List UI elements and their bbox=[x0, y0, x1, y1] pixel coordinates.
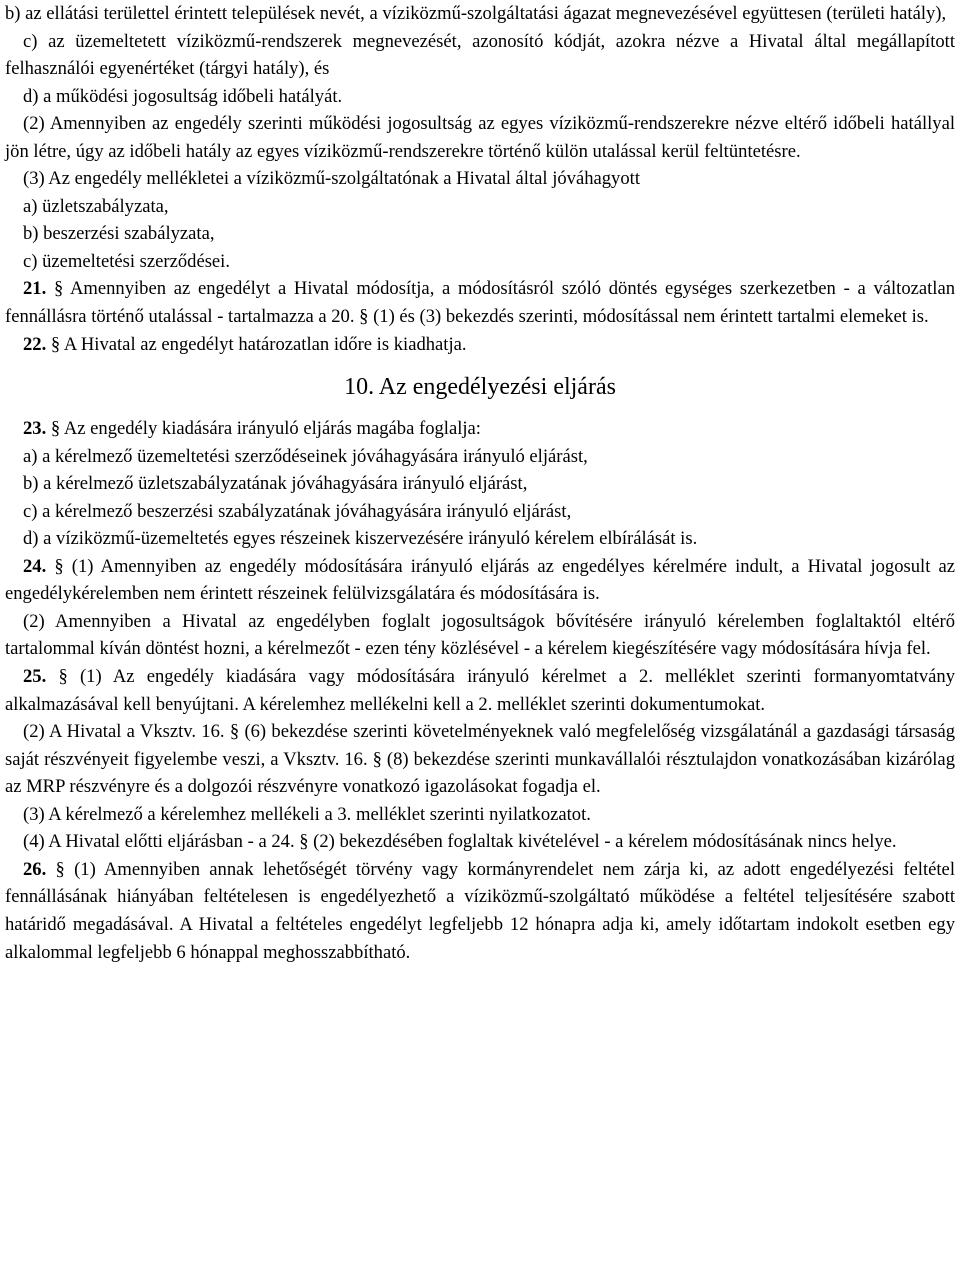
section-sign: § bbox=[55, 858, 65, 880]
section-sign: § bbox=[53, 278, 64, 300]
section-text: A Hivatal az engedélyt határozatlan időre is kiadhatja. bbox=[63, 333, 467, 355]
section-23 bbox=[5, 415, 955, 443]
section-number: 23. bbox=[23, 418, 47, 440]
section-25-paragraph-4: (4) A Hivatal előtti eljárásban - a 24. § (2) bekezdésében foglaltak kivételével - a kérelem módosításának nincs helye. bbox=[23, 831, 897, 853]
section-text: (1) Amennyiben az engedély módosítására irányuló eljárás az engedélyes kérelmére indult, a Hivatal jogosult az engedélykérelemben nem érintett részeinek felülvizsgálatára és módosítására is. bbox=[5, 555, 955, 605]
paragraph-2: (2) Amennyiben az engedély szerinti működési jogosultság az egyes víziközmű-rendszerekre nézve eltérő időbeli hatállyal jön létre, úgy az időbeli hatály az egyes víziközmű-rendszerekre történő külön utalással kerül feltüntetésre. bbox=[5, 113, 955, 162]
paragraph-3-a: a) üzletszabályzata, bbox=[23, 195, 169, 217]
item-c: c) az üzemeltetett víziközmű-rendszerek megnevezését, azonosító kódját, azokra nézve a Hivatal által megállapított felhasználói egyenértéket (tárgyi hatály), és bbox=[5, 30, 955, 80]
section-number: 24. bbox=[23, 555, 47, 577]
section-23-item-d: d) a víziközmű-üzemeltetés egyes részeinek kiszervezésére irányuló kérelem elbírálását is. bbox=[23, 528, 698, 550]
section-23-item-b: b) a kérelmező üzletszabályzatának jóváhagyására irányuló eljárást, bbox=[23, 473, 528, 495]
section-text: (1) Az engedély kiadására vagy módosítására irányuló kérelmet a 2. melléklet szerinti formanyomtatvány alkalmazásával kell benyújtani. A kérelemhez mellékelni kell a 2. melléklet szerinti dokumentumokat. bbox=[5, 666, 955, 715]
section-24 bbox=[5, 553, 955, 608]
section-sign: § bbox=[50, 333, 61, 355]
section-23-item-a: a) a kérelmező üzemeltetési szerződéseinek jóváhagyására irányuló eljárást, bbox=[23, 445, 588, 467]
item-b: b) az ellátási területtel érintett települések nevét, a víziközmű-szolgáltatási ágazat megnevezésével együttesen (területi hatály), bbox=[5, 3, 947, 24]
section-text: Az engedély kiadására irányuló eljárás magába foglalja: bbox=[63, 418, 481, 440]
section-text: (1) Amennyiben annak lehetőségét törvény vagy kormányrendelet nem zárja ki, az adott engedélyezési feltétel fennállásának hiányában feltételesen is engedélyezhető a víziközmű-szolgáltató működése a feltétel teljesítésére szabott határidő megadásával. A Hivatal a feltételes engedélyt legfeljebb 12 hónapra adja ki, amely időtartam indokolt esetben egy alkalommal legfeljebb 6 hónappal meghosszabbítható. bbox=[5, 858, 955, 963]
section-21 bbox=[5, 275, 955, 330]
section-24-paragraph-2: (2) Amennyiben a Hivatal az engedélyben foglalt jogosultságok bővítésére irányuló kérelemben foglaltaktól eltérő tartalommal kíván döntést hozni, a kérelmezőt - ezen tény közlésével - a kérelem kiegészítésére vagy módosítására hívja fel. bbox=[5, 610, 955, 660]
paragraph-3-c: c) üzemeltetési szerződései. bbox=[23, 250, 231, 272]
section-number: 22. bbox=[23, 333, 47, 355]
section-23-item-c: c) a kérelmező beszerzési szabályzatának jóváhagyására irányuló eljárást, bbox=[23, 500, 572, 522]
chapter-heading: 10. Az engedélyezési eljárás bbox=[344, 374, 616, 401]
paragraph-3: (3) Az engedély mellékletei a víziközmű-szolgáltatónak a Hivatal által jóváhagyott bbox=[23, 168, 640, 190]
section-sign: § bbox=[54, 555, 64, 577]
section-22 bbox=[5, 331, 955, 359]
section-number: 26. bbox=[23, 858, 47, 880]
section-number: 25. bbox=[23, 666, 47, 688]
section-number: 21. bbox=[23, 278, 47, 300]
section-25 bbox=[5, 663, 955, 718]
section-sign: § bbox=[58, 666, 68, 688]
section-25-paragraph-2: (2) A Hivatal a Vksztv. 16. § (6) bekezdése szerinti követelményeknek való megfelelőség vizsgálatánál a gazdasági társaság saját részvényeit figyelembe veszi, a Vksztv. 16. § (8) bekezdése szerinti munkavállalói résztulajdon vonatkozásában kizárólag az MRP részvényre és a dolgozói részvényre vonatkozó igazolásokat fogadja el. bbox=[5, 721, 955, 798]
item-d: d) a működési jogosultság időbeli hatályát. bbox=[23, 85, 343, 107]
section-sign: § bbox=[50, 418, 61, 440]
section-25-paragraph-3: (3) A kérelmező a kérelemhez mellékeli a 3. melléklet szerinti nyilatkozatot. bbox=[23, 803, 591, 825]
paragraph-3-b: b) beszerzési szabályzata, bbox=[23, 223, 215, 245]
section-26 bbox=[5, 856, 955, 966]
section-text: Amennyiben az engedélyt a Hivatal módosítja, a módosításról szóló döntés egységes szerkezetben - a változatlan fennállásra történő utalással - tartalmazza a 20. § (1) és (3) bekezdés szerinti, módosítással nem érintett tartalmi elemeket is. bbox=[5, 278, 956, 328]
